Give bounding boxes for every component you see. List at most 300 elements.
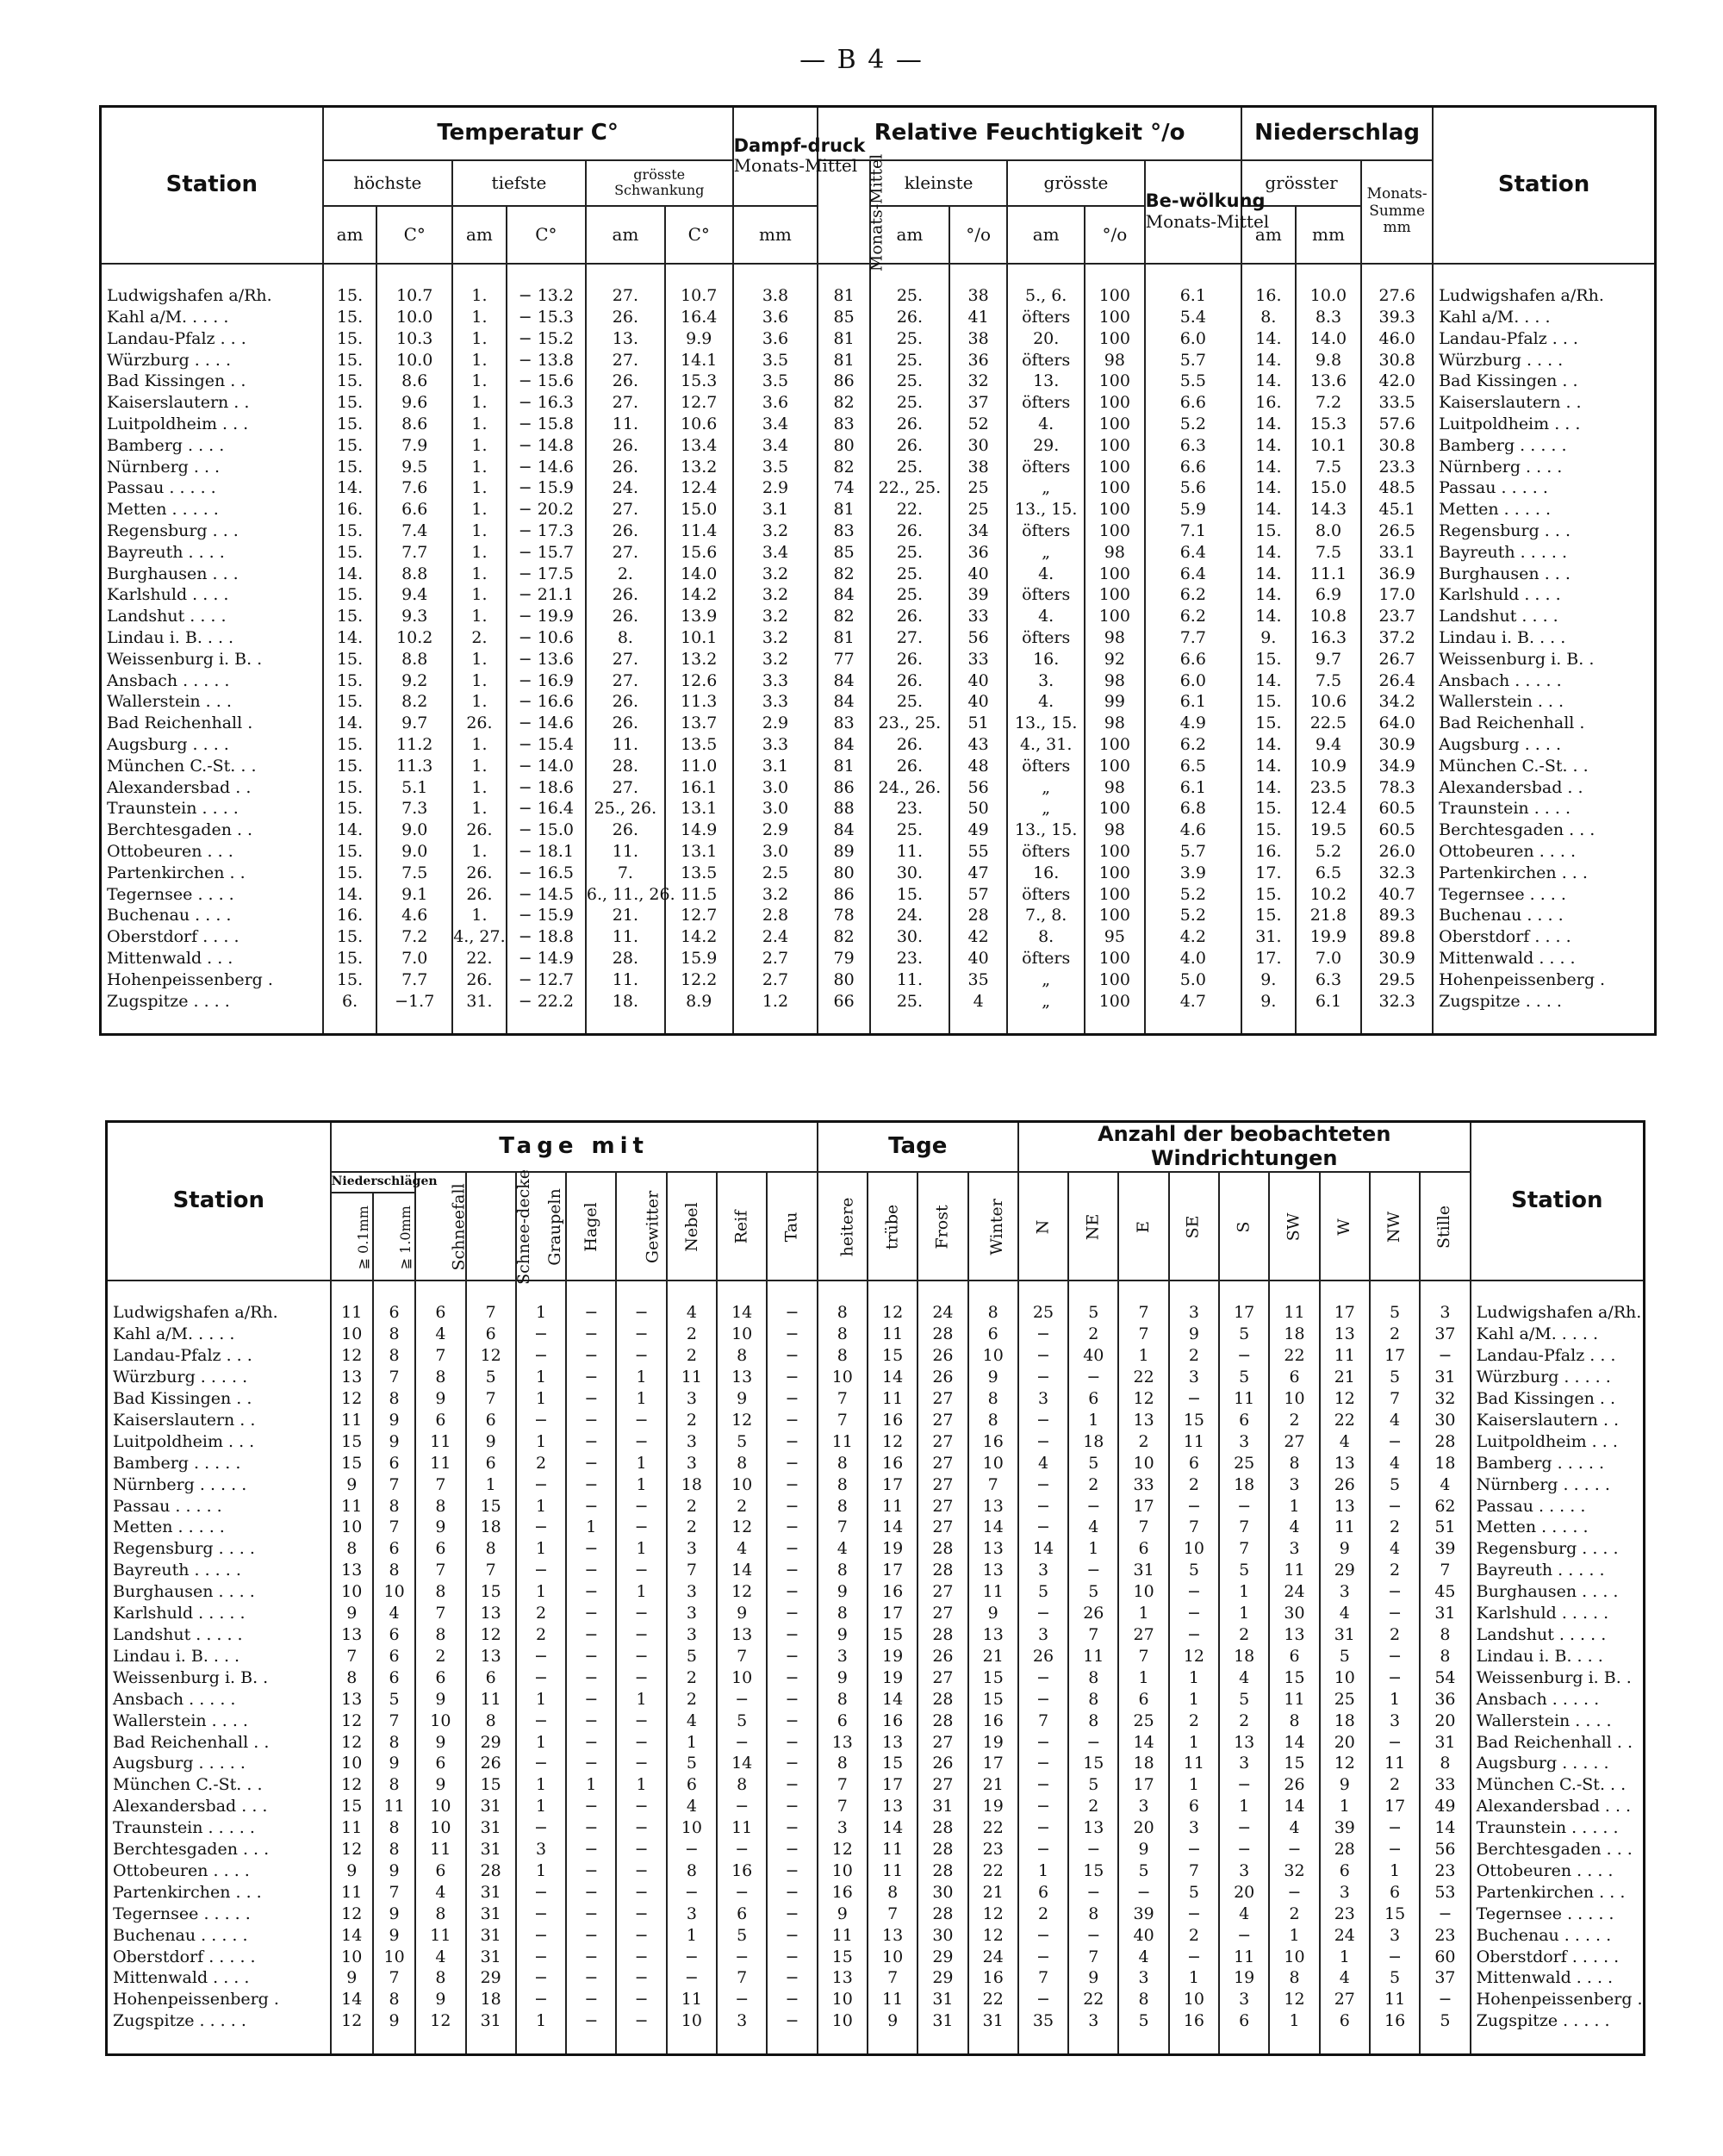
value-cell: 26 <box>1068 1603 1118 1624</box>
value-cell: 1. <box>452 756 507 777</box>
value-cell: 84 <box>818 584 870 606</box>
value-cell: 27. <box>586 392 665 414</box>
value-cell: 7 <box>667 1560 717 1581</box>
value-cell: 33.1 <box>1361 542 1433 564</box>
value-cell: 2 <box>667 1667 717 1689</box>
tail-cell <box>566 2032 616 2054</box>
value-cell: − <box>516 1517 566 1538</box>
value-cell: 13.1 <box>665 841 733 863</box>
value-cell: 24., 26. <box>870 777 949 799</box>
value-cell: 2.9 <box>733 477 818 499</box>
value-cell: 47 <box>949 863 1007 884</box>
value-cell: 17 <box>868 1474 917 1496</box>
value-cell: 2. <box>586 564 665 585</box>
value-cell: 98 <box>1085 819 1145 841</box>
value-cell: 25. <box>870 371 949 392</box>
value-cell: 6.1 <box>1145 691 1241 713</box>
station-name-cell: Ansbach . . . . . <box>1433 670 1655 692</box>
table-row <box>107 1560 1645 1581</box>
value-cell: 2 <box>667 1496 717 1517</box>
value-cell: 13.1 <box>665 798 733 819</box>
dir-se-header: SE <box>1169 1172 1219 1281</box>
value-cell: − <box>566 1603 616 1624</box>
page-number: — B 4 — <box>799 45 924 75</box>
value-cell: 7., 8. <box>1007 905 1085 926</box>
value-cell: − <box>1370 1667 1420 1689</box>
value-cell: 3.2 <box>733 520 818 542</box>
value-cell: 2 <box>667 1324 717 1345</box>
value-cell: 12 <box>1320 1388 1370 1410</box>
value-cell: − 17.3 <box>507 520 586 542</box>
value-cell: 18 <box>466 1517 516 1538</box>
value-cell: 7.2 <box>376 926 452 948</box>
value-cell: − <box>767 1860 817 1882</box>
value-cell: 12 <box>1118 1388 1168 1410</box>
value-cell: 5 <box>1320 1646 1370 1667</box>
value-cell: 28 <box>917 1710 967 1732</box>
value-cell: 66 <box>818 991 870 1013</box>
value-cell: 1 <box>1018 1860 1068 1882</box>
value-cell: 8. <box>586 627 665 649</box>
value-cell: 25 <box>1219 1453 1269 1474</box>
value-cell: 7.2 <box>1296 392 1361 414</box>
station-name-cell: Hohenpeissenberg . <box>107 1989 331 2010</box>
tail-cell <box>1068 2032 1118 2054</box>
value-cell: 6 <box>466 1453 516 1474</box>
value-cell: 11.1 <box>1296 564 1361 585</box>
value-cell: 8 <box>373 1732 415 1754</box>
value-cell: 15.0 <box>665 499 733 520</box>
value-cell: 4 <box>1269 1517 1319 1538</box>
station-name-cell: Nürnberg . . . <box>101 457 323 478</box>
value-cell: 50 <box>949 798 1007 819</box>
value-cell: 14 <box>1118 1732 1168 1754</box>
station-name-cell: Ludwigshafen a/Rh. <box>1433 285 1655 307</box>
station-name-cell: Hohenpeissenberg . <box>1471 1989 1645 2010</box>
value-cell: „ <box>1007 798 1085 819</box>
value-cell: 16 <box>868 1710 917 1732</box>
value-cell: 9 <box>373 1753 415 1774</box>
spacer-cell <box>331 1281 373 1303</box>
table-row <box>101 798 1656 819</box>
value-cell: − <box>767 1624 817 1646</box>
value-cell: 12 <box>717 1517 767 1538</box>
value-cell: 19 <box>968 1732 1018 1754</box>
value-cell: 10 <box>667 1817 717 1839</box>
table-row <box>107 1989 1645 2010</box>
station-name-cell: Würzburg . . . . . <box>107 1367 331 1388</box>
value-cell: 25. <box>870 819 949 841</box>
station-name-cell: Bamberg . . . . <box>101 435 323 457</box>
value-cell: 3 <box>667 1624 717 1646</box>
station-name-cell: Bad Kissingen . . <box>1471 1388 1645 1410</box>
value-cell: − <box>616 1860 666 1882</box>
value-cell: 10 <box>331 1581 373 1603</box>
station-name-cell: Bad Kissingen . . <box>107 1388 331 1410</box>
value-cell: 4.6 <box>376 905 452 926</box>
value-cell: 29 <box>917 1947 967 1968</box>
value-cell: 23 <box>1420 1925 1470 1947</box>
value-cell: 82 <box>818 457 870 478</box>
value-cell: − <box>1018 1496 1068 1517</box>
value-cell: 1 <box>1219 1581 1269 1603</box>
value-cell: 1 <box>1118 1667 1168 1689</box>
value-cell: 15. <box>323 371 377 392</box>
station-name-cell: Lindau i. B. . . . <box>1433 627 1655 649</box>
table-row <box>101 606 1656 627</box>
value-cell: 27. <box>586 285 665 307</box>
spacer-cell <box>1241 264 1296 286</box>
value-cell: 83 <box>818 713 870 734</box>
value-cell: 1. <box>452 520 507 542</box>
value-cell: 24. <box>870 905 949 926</box>
value-cell: 26. <box>452 884 507 906</box>
value-cell: 4 <box>1370 1538 1420 1560</box>
value-cell: − <box>767 1689 817 1710</box>
value-cell: 17 <box>1118 1774 1168 1796</box>
station-name-cell: Regensburg . . . <box>1433 520 1655 542</box>
value-cell: 92 <box>1085 649 1145 670</box>
station-name-cell: Landshut . . . . . <box>1471 1624 1645 1646</box>
value-cell: 74 <box>818 477 870 499</box>
value-cell: 7 <box>466 1560 516 1581</box>
station-name-cell: Wallerstein . . . <box>1433 691 1655 713</box>
value-cell: 28 <box>466 1860 516 1882</box>
value-cell: − <box>566 1817 616 1839</box>
value-cell: 5.6 <box>1145 477 1241 499</box>
value-cell: 9 <box>415 1388 465 1410</box>
value-cell: 8.0 <box>1296 520 1361 542</box>
value-cell: − <box>767 1710 817 1732</box>
value-cell: 28 <box>917 1817 967 1839</box>
tail-cell <box>1241 1012 1296 1034</box>
value-cell: 8 <box>818 1474 868 1496</box>
value-cell: − <box>1018 1817 1068 1839</box>
station-name-cell: Augsburg . . . . <box>1433 734 1655 756</box>
value-cell: 11 <box>373 1796 415 1817</box>
value-cell: 7 <box>415 1560 465 1581</box>
value-cell: 100 <box>1085 798 1145 819</box>
value-cell: 19 <box>868 1667 917 1689</box>
value-cell: 2 <box>1068 1474 1118 1496</box>
value-cell: 10 <box>415 1817 465 1839</box>
value-cell: 21.8 <box>1296 905 1361 926</box>
value-cell: − <box>767 1947 817 1968</box>
value-cell: 80 <box>818 435 870 457</box>
table-row <box>107 1817 1645 1839</box>
value-cell: 1 <box>516 1388 566 1410</box>
value-cell: 29 <box>466 1732 516 1754</box>
value-cell: 3. <box>1007 670 1085 692</box>
station-name-cell: Buchenau . . . . . <box>107 1925 331 1947</box>
value-cell: 40 <box>949 564 1007 585</box>
station-name-cell: Nürnberg . . . . <box>1433 457 1655 478</box>
value-cell: 10.8 <box>1296 606 1361 627</box>
value-cell: 25 <box>949 499 1007 520</box>
value-cell: 3 <box>1370 1710 1420 1732</box>
rf-monats-mittel-header: Monats-Mittel <box>818 160 870 264</box>
value-cell: − <box>566 1474 616 1496</box>
station-name-cell: Oberstdorf . . . . <box>1433 926 1655 948</box>
value-cell: 89 <box>818 841 870 863</box>
value-cell: 28 <box>917 1689 967 1710</box>
station-name-cell: Bayreuth . . . . . <box>107 1560 331 1581</box>
value-cell: 11 <box>868 1324 917 1345</box>
table-row <box>107 2010 1645 2032</box>
value-cell: 27. <box>870 627 949 649</box>
value-cell: 10 <box>1269 1947 1319 1968</box>
value-cell: 60.5 <box>1361 819 1433 841</box>
value-cell: 25 <box>1320 1689 1370 1710</box>
value-cell: 28 <box>917 1560 967 1581</box>
value-cell: 12 <box>717 1410 767 1431</box>
value-cell: 18 <box>1269 1324 1319 1345</box>
value-cell: 9. <box>1241 991 1296 1013</box>
value-cell: 1 <box>1370 1860 1420 1882</box>
value-cell: − <box>516 1753 566 1774</box>
value-cell: 9.6 <box>376 392 452 414</box>
value-cell: 8 <box>1269 1453 1319 1474</box>
value-cell: 13 <box>868 1796 917 1817</box>
station-name-cell: Würzburg . . . . <box>1433 350 1655 371</box>
value-cell: 3.5 <box>733 457 818 478</box>
value-cell: 14. <box>323 477 377 499</box>
value-cell: 10.2 <box>1296 884 1361 906</box>
value-cell: 5 <box>1219 1324 1269 1345</box>
value-cell: 31 <box>1118 1560 1168 1581</box>
value-cell: 1 <box>466 1474 516 1496</box>
table-row <box>107 1689 1645 1710</box>
table-row <box>101 670 1656 692</box>
value-cell: 13., 15. <box>1007 819 1085 841</box>
value-cell: 13.5 <box>665 734 733 756</box>
value-cell: 3 <box>1018 1624 1068 1646</box>
value-cell: 17 <box>868 1560 917 1581</box>
value-cell: − <box>616 1796 666 1817</box>
value-cell: − <box>566 1410 616 1431</box>
table-row <box>107 1624 1645 1646</box>
value-cell: 11 <box>1269 1560 1319 1581</box>
tail-cell <box>107 2032 331 2054</box>
value-cell: 13 <box>968 1624 1018 1646</box>
value-cell: 10 <box>1118 1581 1168 1603</box>
value-cell: 28 <box>917 1904 967 1925</box>
value-cell: 8 <box>373 1560 415 1581</box>
value-cell: 3.2 <box>733 884 818 906</box>
value-cell: 15 <box>968 1667 1018 1689</box>
value-cell: 2 <box>1219 1710 1269 1732</box>
value-cell: 1 <box>516 1689 566 1710</box>
value-cell: 13.5 <box>665 863 733 884</box>
value-cell: 4 <box>1219 1667 1269 1689</box>
value-cell: 3.3 <box>733 691 818 713</box>
value-cell: 1 <box>516 1367 566 1388</box>
value-cell: − <box>717 1839 767 1860</box>
value-cell: 29. <box>1007 435 1085 457</box>
value-cell: 5 <box>1169 1560 1219 1581</box>
value-cell: 1 <box>1068 1410 1118 1431</box>
value-cell: öfters <box>1007 457 1085 478</box>
climate-table-temperature-humidity <box>99 105 1657 1036</box>
value-cell: 11 <box>968 1581 1018 1603</box>
value-cell: 3.4 <box>733 414 818 435</box>
value-cell: 17.0 <box>1361 584 1433 606</box>
value-cell: 10 <box>717 1667 767 1689</box>
value-cell: 10.0 <box>1296 285 1361 307</box>
value-cell: − <box>1018 1925 1068 1947</box>
station-name-cell: Berchtesgaden . . <box>101 819 323 841</box>
value-cell: 8. <box>1007 926 1085 948</box>
value-cell: 7. <box>586 863 665 884</box>
value-cell: 25 <box>949 477 1007 499</box>
station-name-cell: Traunstein . . . . . <box>1471 1817 1645 1839</box>
value-cell: 3 <box>818 1817 868 1839</box>
value-cell: 6.3 <box>1296 969 1361 991</box>
value-cell: 8 <box>818 1324 868 1345</box>
value-cell: 15 <box>466 1774 516 1796</box>
station-name-cell: Karlshuld . . . . <box>1433 584 1655 606</box>
value-cell: − <box>1169 1603 1219 1624</box>
value-cell: 38 <box>949 328 1007 350</box>
value-cell: 23.5 <box>1296 777 1361 799</box>
value-cell: 15. <box>323 307 377 328</box>
heitere-header: heitere <box>818 1172 868 1281</box>
value-cell: 100 <box>1085 734 1145 756</box>
value-cell: 57.6 <box>1361 414 1433 435</box>
value-cell: 4 <box>373 1603 415 1624</box>
value-cell: 40 <box>949 948 1007 969</box>
value-cell: 7.9 <box>376 435 452 457</box>
value-cell: 41 <box>949 307 1007 328</box>
value-cell: öfters <box>1007 948 1085 969</box>
value-cell: 1 <box>516 1860 566 1882</box>
value-cell: 13 <box>868 1925 917 1947</box>
value-cell: 4 <box>1320 1431 1370 1453</box>
value-cell: 18. <box>586 991 665 1013</box>
table-row <box>107 1753 1645 1774</box>
value-cell: 49 <box>949 819 1007 841</box>
value-cell: 33 <box>1118 1474 1168 1496</box>
value-cell: 9.3 <box>376 606 452 627</box>
value-cell: 15 <box>331 1796 373 1817</box>
value-cell: 15.0 <box>1296 477 1361 499</box>
value-cell: 1.2 <box>733 991 818 1013</box>
t2-station-header-left: Station <box>107 1122 331 1281</box>
value-cell: 11 <box>1320 1345 1370 1367</box>
value-cell: 100 <box>1085 371 1145 392</box>
value-cell: 13 <box>466 1603 516 1624</box>
value-cell: 15 <box>818 1947 868 1968</box>
table-row <box>107 1302 1645 1324</box>
value-cell: − <box>1068 1839 1118 1860</box>
value-cell: 100 <box>1085 285 1145 307</box>
value-cell: 100 <box>1085 457 1145 478</box>
value-cell: 34 <box>949 520 1007 542</box>
value-cell: 14 <box>717 1753 767 1774</box>
value-cell: 2 <box>1068 1796 1118 1817</box>
value-cell: 15 <box>1068 1860 1118 1882</box>
value-cell: − <box>717 1989 767 2010</box>
value-cell: 14 <box>717 1302 767 1324</box>
value-cell: 100 <box>1085 905 1145 926</box>
value-cell: 33 <box>949 606 1007 627</box>
value-cell: 11 <box>868 1989 917 2010</box>
rel-feuchtigkeit-header: Relative Feuchtigkeit °/o <box>818 107 1241 160</box>
value-cell: − 15.0 <box>507 819 586 841</box>
value-cell: 45 <box>1420 1581 1470 1603</box>
value-cell: 6 <box>373 1624 415 1646</box>
value-cell: − <box>767 1989 817 2010</box>
value-cell: 15 <box>1269 1753 1319 1774</box>
value-cell: 42 <box>949 926 1007 948</box>
value-cell: 11.3 <box>665 691 733 713</box>
station-name-cell: Partenkirchen . . <box>101 863 323 884</box>
value-cell: 8 <box>1068 1904 1118 1925</box>
value-cell: 1 <box>667 1732 717 1754</box>
value-cell: 26 <box>1269 1774 1319 1796</box>
value-cell: 15.9 <box>665 948 733 969</box>
value-cell: 5 <box>1118 1860 1168 1882</box>
value-cell: 100 <box>1085 307 1145 328</box>
station-name-cell: Ansbach . . . . . <box>107 1689 331 1710</box>
spacer-cell <box>466 1281 516 1303</box>
value-cell: 31 <box>466 1904 516 1925</box>
value-cell: 11 <box>1320 1517 1370 1538</box>
value-cell: 7 <box>373 1710 415 1732</box>
station-name-cell: Landau-Pfalz . . . <box>1433 328 1655 350</box>
value-cell: − <box>667 1882 717 1904</box>
value-cell: − <box>1118 1882 1168 1904</box>
value-cell: 8 <box>1420 1624 1470 1646</box>
value-cell: − <box>1169 1388 1219 1410</box>
value-cell: 11 <box>331 1496 373 1517</box>
value-cell: 7.4 <box>376 520 452 542</box>
value-cell: 15. <box>323 841 377 863</box>
value-cell: 24 <box>968 1947 1018 1968</box>
value-cell: 9. <box>1241 627 1296 649</box>
value-cell: 14. <box>1241 477 1296 499</box>
value-cell: 36.9 <box>1361 564 1433 585</box>
dir-e-header: E <box>1118 1172 1168 1281</box>
value-cell: 48.5 <box>1361 477 1433 499</box>
value-cell: 1 <box>1169 1667 1219 1689</box>
value-cell: 18 <box>1420 1453 1470 1474</box>
tail-cell <box>949 1012 1007 1034</box>
spacer-cell <box>1296 264 1361 286</box>
value-cell: 5.2 <box>1145 884 1241 906</box>
value-cell: 5 <box>1068 1774 1118 1796</box>
value-cell: 15. <box>323 328 377 350</box>
value-cell: − <box>1169 1496 1219 1517</box>
value-cell: 14.0 <box>665 564 733 585</box>
value-cell: 11 <box>1269 1689 1319 1710</box>
value-cell: 27 <box>917 1667 967 1689</box>
value-cell: 31 <box>466 1817 516 1839</box>
value-cell: 14. <box>1241 457 1296 478</box>
table-row <box>101 457 1656 478</box>
value-cell: − <box>1269 1839 1319 1860</box>
value-cell: 31 <box>1420 1732 1470 1754</box>
value-cell: 26.5 <box>1361 520 1433 542</box>
value-cell: 14.2 <box>665 584 733 606</box>
value-cell: 82 <box>818 606 870 627</box>
value-cell: 100 <box>1085 969 1145 991</box>
value-cell: 1 <box>1118 1603 1168 1624</box>
value-cell: − <box>767 1817 817 1839</box>
value-cell: 9.0 <box>376 819 452 841</box>
value-cell: 2 <box>1370 1560 1420 1581</box>
value-cell: 1. <box>452 435 507 457</box>
